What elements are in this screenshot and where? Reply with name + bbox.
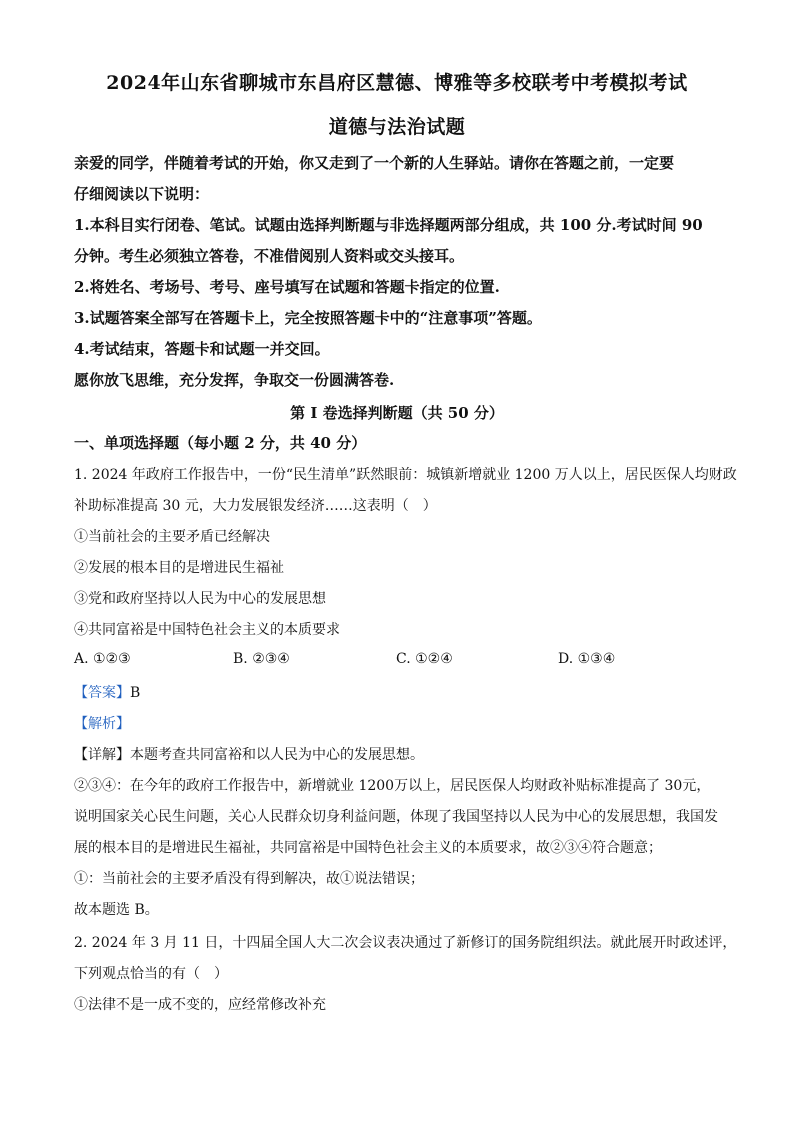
q1-stem-line-2: 补助标准提高 30 元，大力发展银发经济……这表明（ ） [74,498,437,514]
q2-stem-line-1: 2. 2024 年 3 月 11 日，十四届全国人大二次会议表决通过了新修订的国务院组织法。就此展开时政述评， [74,935,737,951]
instruction-item-1-line-2: 分钟。考生必须独立答卷，不准借阅别人资料或交头接耳。 [74,247,465,265]
q1-option-b: B. ②③④ [233,651,290,667]
instruction-item-4: 4.考试结束，答题卡和试题一并交回。 [74,340,330,358]
intro-line-1: 亲爱的同学，伴随着考试的开始，你又走到了一个新的人生驿站。请你在答题之前，一定要 [74,154,675,172]
exam-title: 2024年山东省聊城市东昌府区慧德、博雅等多校联考中考模拟考试 [106,72,688,94]
q1-statement-1: ①当前社会的主要矛盾已经解决 [74,529,270,545]
instruction-item-2: 2.将姓名、考场号、考号、座号填写在试题和答题卡指定的位置. [74,278,500,296]
q1-statement-4: ④共同富裕是中国特色社会主义的本质要求 [74,622,340,638]
q1-option-c: C. ①②④ [396,651,453,667]
instruction-item-1-line-1: 1.本科目实行闭卷、笔试。试题由选择判断题与非选择题两部分组成，共 100 分.考试时间 90 [74,216,703,234]
q1-explanation-line-3: 展的根本目的是增进民生福祉，共同富裕是中国特色社会主义的本质要求，故②③④符合题意； [74,840,662,856]
q2-stem-line-2: 下列观点恰当的有（ ） [74,966,228,982]
exam-subtitle: 道德与法治试题 [328,116,466,138]
q1-stem-line-1: 1. 2024 年政府工作报告中，一份“民生清单”跃然眼前：城镇新增就业 1200 万人以上，居民医保人均财政 [74,467,737,483]
q1-detail-row [74,744,734,764]
q1-answer-row [74,682,734,702]
instruction-item-3: 3.试题答案全部写在答题卡上，完全按照答题卡中的“注意事项”答题。 [74,309,542,327]
detail-tag: 【详解】 [74,747,130,763]
q1-option-a: A. ①②③ [74,651,131,667]
q1-conclusion: 故本题选 B。 [74,902,159,918]
section-title: 第 I 卷选择判断题（共 50 分） [290,404,504,422]
q1-option-d: D. ①③④ [558,651,616,667]
analysis-tag: 【解析】 [74,716,130,732]
q1-explanation-line-1: ②③④：在今年的政府工作报告中，新增就业 1200万以上，居民医保人均财政补贴标准提高了 30元， [74,778,711,794]
intro-line-2: 仔细阅读以下说明： [74,185,210,203]
part-heading: 一、单项选择题（每小题 2 分，共 40 分） [74,434,367,452]
q1-explanation-line-4: ①：当前社会的主要矛盾没有得到解决，故①说法错误； [74,871,424,887]
q1-explanation-line-2: 说明国家关心民生问题，关心人民群众切身利益问题，体现了我国坚持以人民为中心的发展思想，我国发 [74,809,718,825]
q1-statement-3: ③党和政府坚持以人民为中心的发展思想 [74,591,326,607]
q1-statement-2: ②发展的根本目的是增进民生福祉 [74,560,284,576]
closing-remark: 愿你放飞思维，充分发挥，争取交一份圆满答卷. [74,371,395,389]
q2-statement-1: ①法律不是一成不变的，应经常修改补充 [74,997,326,1013]
detail-text: 本题考查共同富裕和以人民为中心的发展思想。 [130,747,424,763]
answer-value: B [130,685,141,701]
answer-tag: 【答案】 [74,685,130,701]
